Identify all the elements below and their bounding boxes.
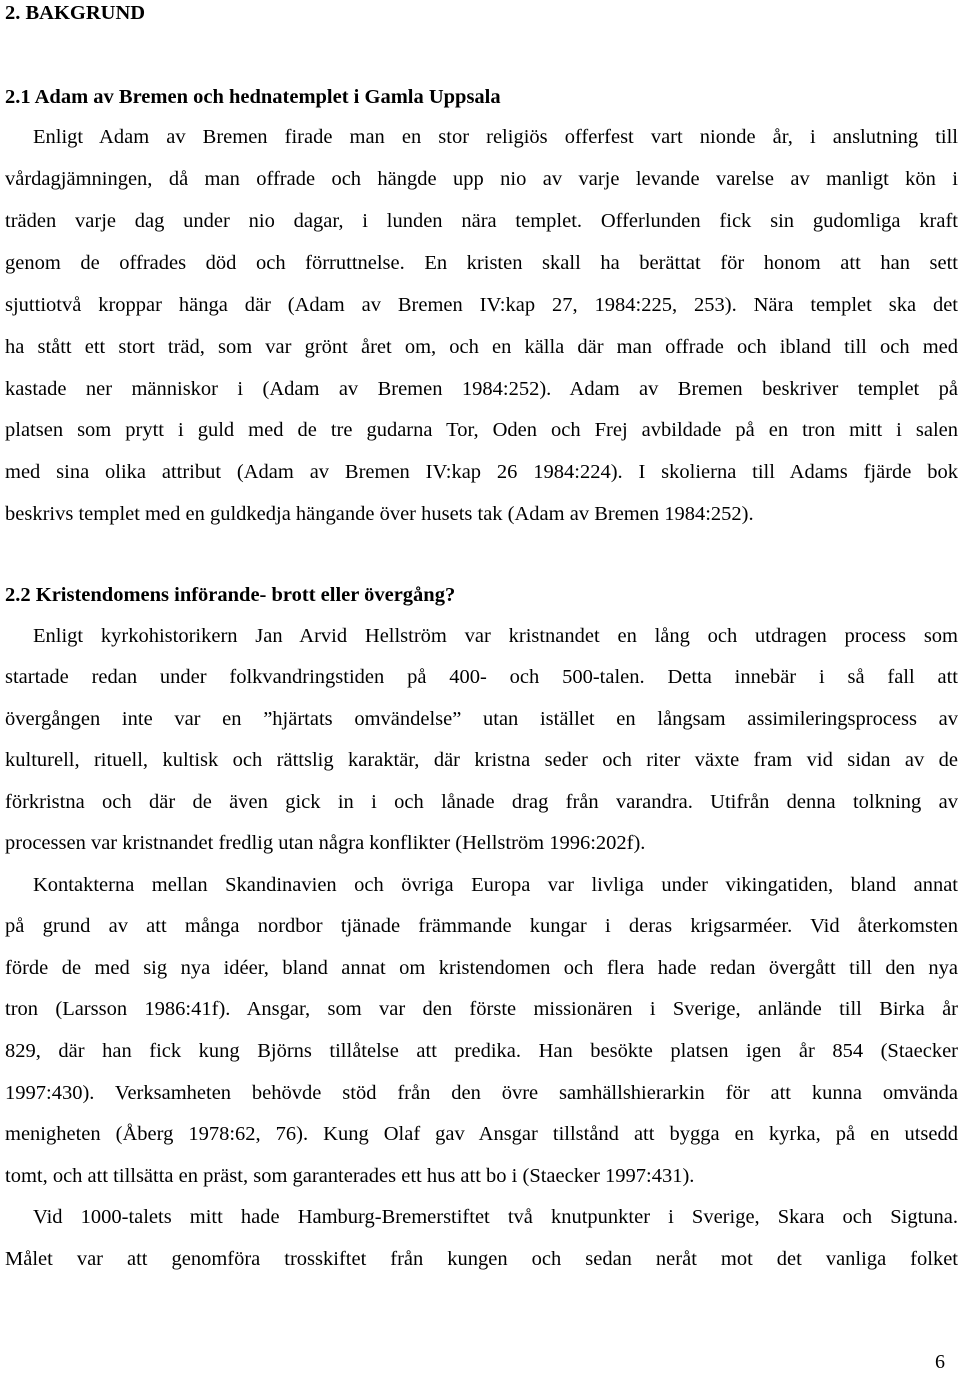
text-line: ha stått ett stort träd, som var grönt året om, och en källa där man offrade och ibland till och med: [5, 336, 958, 358]
text-line: förkristna och där de även gick in i och lånade drag från varandra. Utifrån denna tolkning av: [5, 791, 958, 813]
text-line: Enligt kyrkohistorikern Jan Arvid Hellström var kristnandet en lång och utdragen process som: [33, 625, 958, 647]
text-line: förde de med sig nya idéer, bland annat om kristendomen och flera hade redan övergått till den nya: [5, 957, 958, 979]
text-line: sjuttiotvå kroppar hänga där (Adam av Bremen IV:kap 27, 1984:225, 253). Nära templet ska det: [5, 294, 958, 316]
text-line: övergången inte var en ”hjärtats omvändelse” utan istället en långsam assimileringsprocess av: [5, 708, 958, 730]
text-line: Enligt Adam av Bremen firade man en stor religiös offerfest vart nionde år, i anslutning till: [33, 126, 958, 148]
text-line: på grund av att många nordbor tjänade främmande kungar i deras krigsarméer. Vid återkomsten: [5, 915, 958, 937]
text-line: processen var kristnandet fredlig utan några konflikter (Hellström 1996:202f).: [5, 832, 646, 854]
text-line: 829, där han fick kung Björns tillåtelse att predika. Han besökte platsen igen år 854 (Staecker: [5, 1040, 958, 1062]
page-number: 6: [935, 1351, 945, 1373]
text-line: Målet var att genomföra trosskiftet från kungen och sedan neråt mot det vanliga folket: [5, 1248, 958, 1270]
text-line: platsen som prytt i guld med de tre gudarna Tor, Oden och Frej avbildade på en tron mitt i salen: [5, 419, 958, 441]
text-line: tomt, och att tillsätta en präst, som garanterades ett hus att bo i (Staecker 1997:431).: [5, 1165, 695, 1187]
text-line: vårdagjämningen, då man offrade och hängde upp nio av varje levande varelse av manligt kön i: [5, 168, 958, 190]
text-line: Vid 1000-talets mitt hade Hamburg-Bremerstiftet två knutpunkter i Sverige, Skara och Sigtuna.: [33, 1206, 958, 1228]
text-line: tron (Larsson 1986:41f). Ansgar, som var den förste missionären i Sverige, anlände till Birka år: [5, 998, 958, 1020]
text-line: kulturell, rituell, kultisk och rättslig karaktär, där kristna seder och riter växte fram vid sidan av de: [5, 749, 958, 771]
chapter-heading: 2. BAKGRUND: [5, 2, 146, 24]
text-line: genom de offrades död och förruttnelse. En kristen skall ha berättat för honom att han sett: [5, 252, 958, 274]
text-line: menigheten (Åberg 1978:62, 76). Kung Olaf gav Ansgar tillstånd att bygga en kyrka, på en utsedd: [5, 1123, 958, 1145]
text-line: beskrivs templet med en guldkedja hängande över husets tak (Adam av Bremen 1984:252).: [5, 503, 754, 525]
text-line: kastade ner människor i (Adam av Bremen 1984:252). Adam av Bremen beskriver templet på: [5, 378, 958, 400]
section-heading-2-1: 2.1 Adam av Bremen och hednatemplet i Gamla Uppsala: [5, 86, 501, 108]
text-line: 1997:430). Verksamheten behövde stöd från den övre samhällshierarkin för att kunna omvända: [5, 1082, 958, 1104]
section-heading-2-2: 2.2 Kristendomens införande- brott eller övergång?: [5, 584, 456, 606]
text-line: träden varje dag under nio dagar, i lunden nära templet. Offerlunden fick sin gudomliga kraft: [5, 210, 958, 232]
text-line: Kontakterna mellan Skandinavien och övriga Europa var livliga under vikingatiden, bland annat: [33, 874, 958, 896]
text-line: med sina olika attribut (Adam av Bremen IV:kap 26 1984:224). I skolierna till Adams fjärde bok: [5, 461, 958, 483]
text-line: startade redan under folkvandringstiden på 400- och 500-talen. Detta innebär i så fall att: [5, 666, 958, 688]
